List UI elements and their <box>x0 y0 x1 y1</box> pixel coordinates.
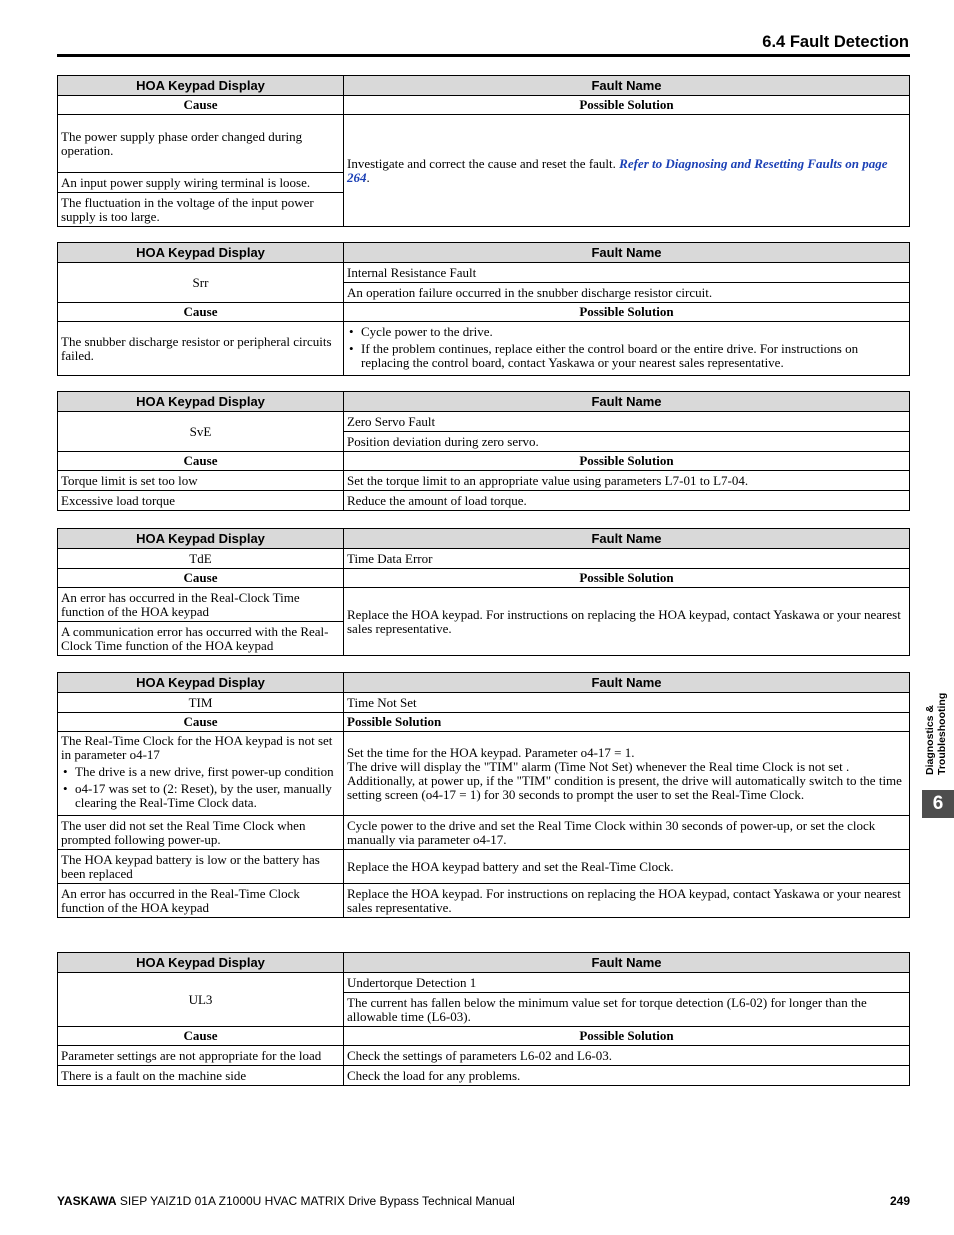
hoa-keypad-display-header: HOA Keypad Display <box>58 953 344 973</box>
cause-cell: An input power supply wiring terminal is loose. <box>58 173 344 193</box>
hoa-keypad-display-header: HOA Keypad Display <box>58 243 344 263</box>
cause-cell: An error has occurred in the Real-Time Clock function of the HOA keypad <box>58 884 344 918</box>
possible-solution-header: Possible Solution <box>344 1027 910 1046</box>
cause-cell: The snubber discharge resistor or peripheral circuits failed. <box>58 322 344 376</box>
side-tab-line: Diagnostics & <box>924 704 936 775</box>
cause-cell: The fluctuation in the voltage of the input power supply is too large. <box>58 193 344 227</box>
page-reference-link[interactable]: Refer to Diagnosing and Resetting Faults on page 264 <box>347 155 888 185</box>
page-section-title: 6.4 Fault Detection <box>762 33 909 51</box>
fault-name-header: Fault Name <box>344 953 910 973</box>
solution-bullet: • Cycle power to the drive. <box>347 325 906 339</box>
fault-name: Undertorque Detection 1 <box>344 973 910 993</box>
page-number: 249 <box>889 1194 910 1208</box>
fault-name: Time Not Set <box>344 693 910 713</box>
fault-table-sve <box>57 391 910 511</box>
solution-cell: Replace the HOA keypad. For instructions on replacing the HOA keypad, contact Yaskawa or your nearest sales representative. <box>344 884 910 918</box>
fault-table-tim <box>57 672 910 918</box>
solution-period: . <box>366 169 370 185</box>
solution-cell <box>344 732 910 816</box>
solution-cell: Check the load for any problems. <box>344 1066 910 1086</box>
solution-line: Set the time for the HOA keypad. Parameter o4-17 = 1. <box>347 744 635 760</box>
cause-cell: The HOA keypad battery is low or the battery has been replaced <box>58 850 344 884</box>
hoa-keypad-display-header: HOA Keypad Display <box>58 392 344 412</box>
cause-intro: The Real-Time Clock for the HOA keypad is not set in parameter o4-17 <box>61 733 333 762</box>
cause-cell: A communication error has occurred with the Real-Clock Time function of the HOA keypad <box>58 622 344 656</box>
solution-line: The drive will display the "TIM" alarm (Time Not Set) whenever the Real time Clock is not set . Additionally, at power up, if the "TIM" condition is present, the drive will automatically switch to the time setting screen (o4-17 = 1) for 30 seconds to prompt the user to set the Real-Time Clock. <box>347 758 902 802</box>
side-tab-line: Troubleshooting <box>936 692 948 775</box>
fault-name: Internal Resistance Fault <box>344 263 910 283</box>
fault-name-header: Fault Name <box>344 392 910 412</box>
cause-bullet: • o4-17 was set to (2: Reset), by the user, manually clearing the Real-Time Clock data. <box>61 782 340 810</box>
cause-cell: The power supply phase order changed during operation. <box>58 115 344 173</box>
fault-description: Position deviation during zero servo. <box>344 432 910 452</box>
solution-cell <box>344 115 910 227</box>
keypad-display-code: SvE <box>58 412 344 452</box>
cause-header: Cause <box>58 713 344 732</box>
fault-name-header: Fault Name <box>344 76 910 96</box>
fault-name-header: Fault Name <box>344 673 910 693</box>
possible-solution-header: Possible Solution <box>344 96 910 115</box>
cause-header: Cause <box>58 96 344 115</box>
solution-cell: Cycle power to the drive and set the Real Time Clock within 30 seconds of power-up, or set the clock manually via parameter o4-17. <box>344 816 910 850</box>
cause-header: Cause <box>58 303 344 322</box>
header-divider <box>57 54 910 57</box>
fault-name-header: Fault Name <box>344 529 910 549</box>
cause-bullet: • The drive is a new drive, first power-up condition <box>61 765 340 779</box>
hoa-keypad-display-header: HOA Keypad Display <box>58 529 344 549</box>
fault-table-phase-order <box>57 75 910 227</box>
fault-description: An operation failure occurred in the snubber discharge resistor circuit. <box>344 283 910 303</box>
cause-header: Cause <box>58 452 344 471</box>
footer-brand: YASKAWA <box>57 1194 117 1208</box>
possible-solution-header: Possible Solution <box>344 569 910 588</box>
fault-table-tde <box>57 528 910 656</box>
keypad-display-code: TdE <box>58 549 344 569</box>
fault-description: The current has fallen below the minimum value set for torque detection (L6-02) for longer than the allowable time (L6-03). <box>344 993 910 1027</box>
keypad-display-code: Srr <box>58 263 344 303</box>
solution-cell: Replace the HOA keypad battery and set the Real-Time Clock. <box>344 850 910 884</box>
fault-name: Zero Servo Fault <box>344 412 910 432</box>
cause-cell: There is a fault on the machine side <box>58 1066 344 1086</box>
hoa-keypad-display-header: HOA Keypad Display <box>58 76 344 96</box>
keypad-display-code: UL3 <box>58 973 344 1027</box>
solution-cell: Replace the HOA keypad. For instructions on replacing the HOA keypad, contact Yaskawa or your nearest sales representative. <box>344 588 910 656</box>
fault-name-header: Fault Name <box>344 243 910 263</box>
cause-cell: The user did not set the Real Time Clock when prompted following power-up. <box>58 816 344 850</box>
fault-table-ul3 <box>57 952 910 1086</box>
cause-cell: Torque limit is set too low <box>58 471 344 491</box>
keypad-display-code: TIM <box>58 693 344 713</box>
solution-cell: Check the settings of parameters L6-02 and L6-03. <box>344 1046 910 1066</box>
solution-cell <box>344 322 910 376</box>
fault-name: Time Data Error <box>344 549 910 569</box>
cause-cell: An error has occurred in the Real-Clock Time function of the HOA keypad <box>58 588 344 622</box>
cause-cell: Excessive load torque <box>58 491 344 511</box>
solution-text: Investigate and correct the cause and reset the fault. <box>347 155 620 171</box>
cause-header: Cause <box>58 1027 344 1046</box>
possible-solution-header: Possible Solution <box>344 713 910 732</box>
chapter-number-tab[interactable]: 6 <box>922 790 954 818</box>
solution-bullet: • If the problem continues, replace either the control board or the entire drive. For instructions on replacing the control board, contact Yaskawa or your nearest sales representative. <box>347 342 906 370</box>
cause-header: Cause <box>58 569 344 588</box>
possible-solution-header: Possible Solution <box>344 452 910 471</box>
cause-cell: Parameter settings are not appropriate for the load <box>58 1046 344 1066</box>
footer-document-title <box>57 1194 515 1208</box>
footer-doc-name: SIEP YAIZ1D 01A Z1000U HVAC MATRIX Drive Bypass Technical Manual <box>116 1194 515 1208</box>
hoa-keypad-display-header: HOA Keypad Display <box>58 673 344 693</box>
cause-cell <box>58 732 344 816</box>
solution-cell: Set the torque limit to an appropriate value using parameters L7-01 to L7-04. <box>344 471 910 491</box>
solution-cell: Reduce the amount of load torque. <box>344 491 910 511</box>
possible-solution-header: Possible Solution <box>344 303 910 322</box>
fault-table-srr <box>57 242 910 376</box>
side-tab-chapter-label <box>924 655 952 775</box>
